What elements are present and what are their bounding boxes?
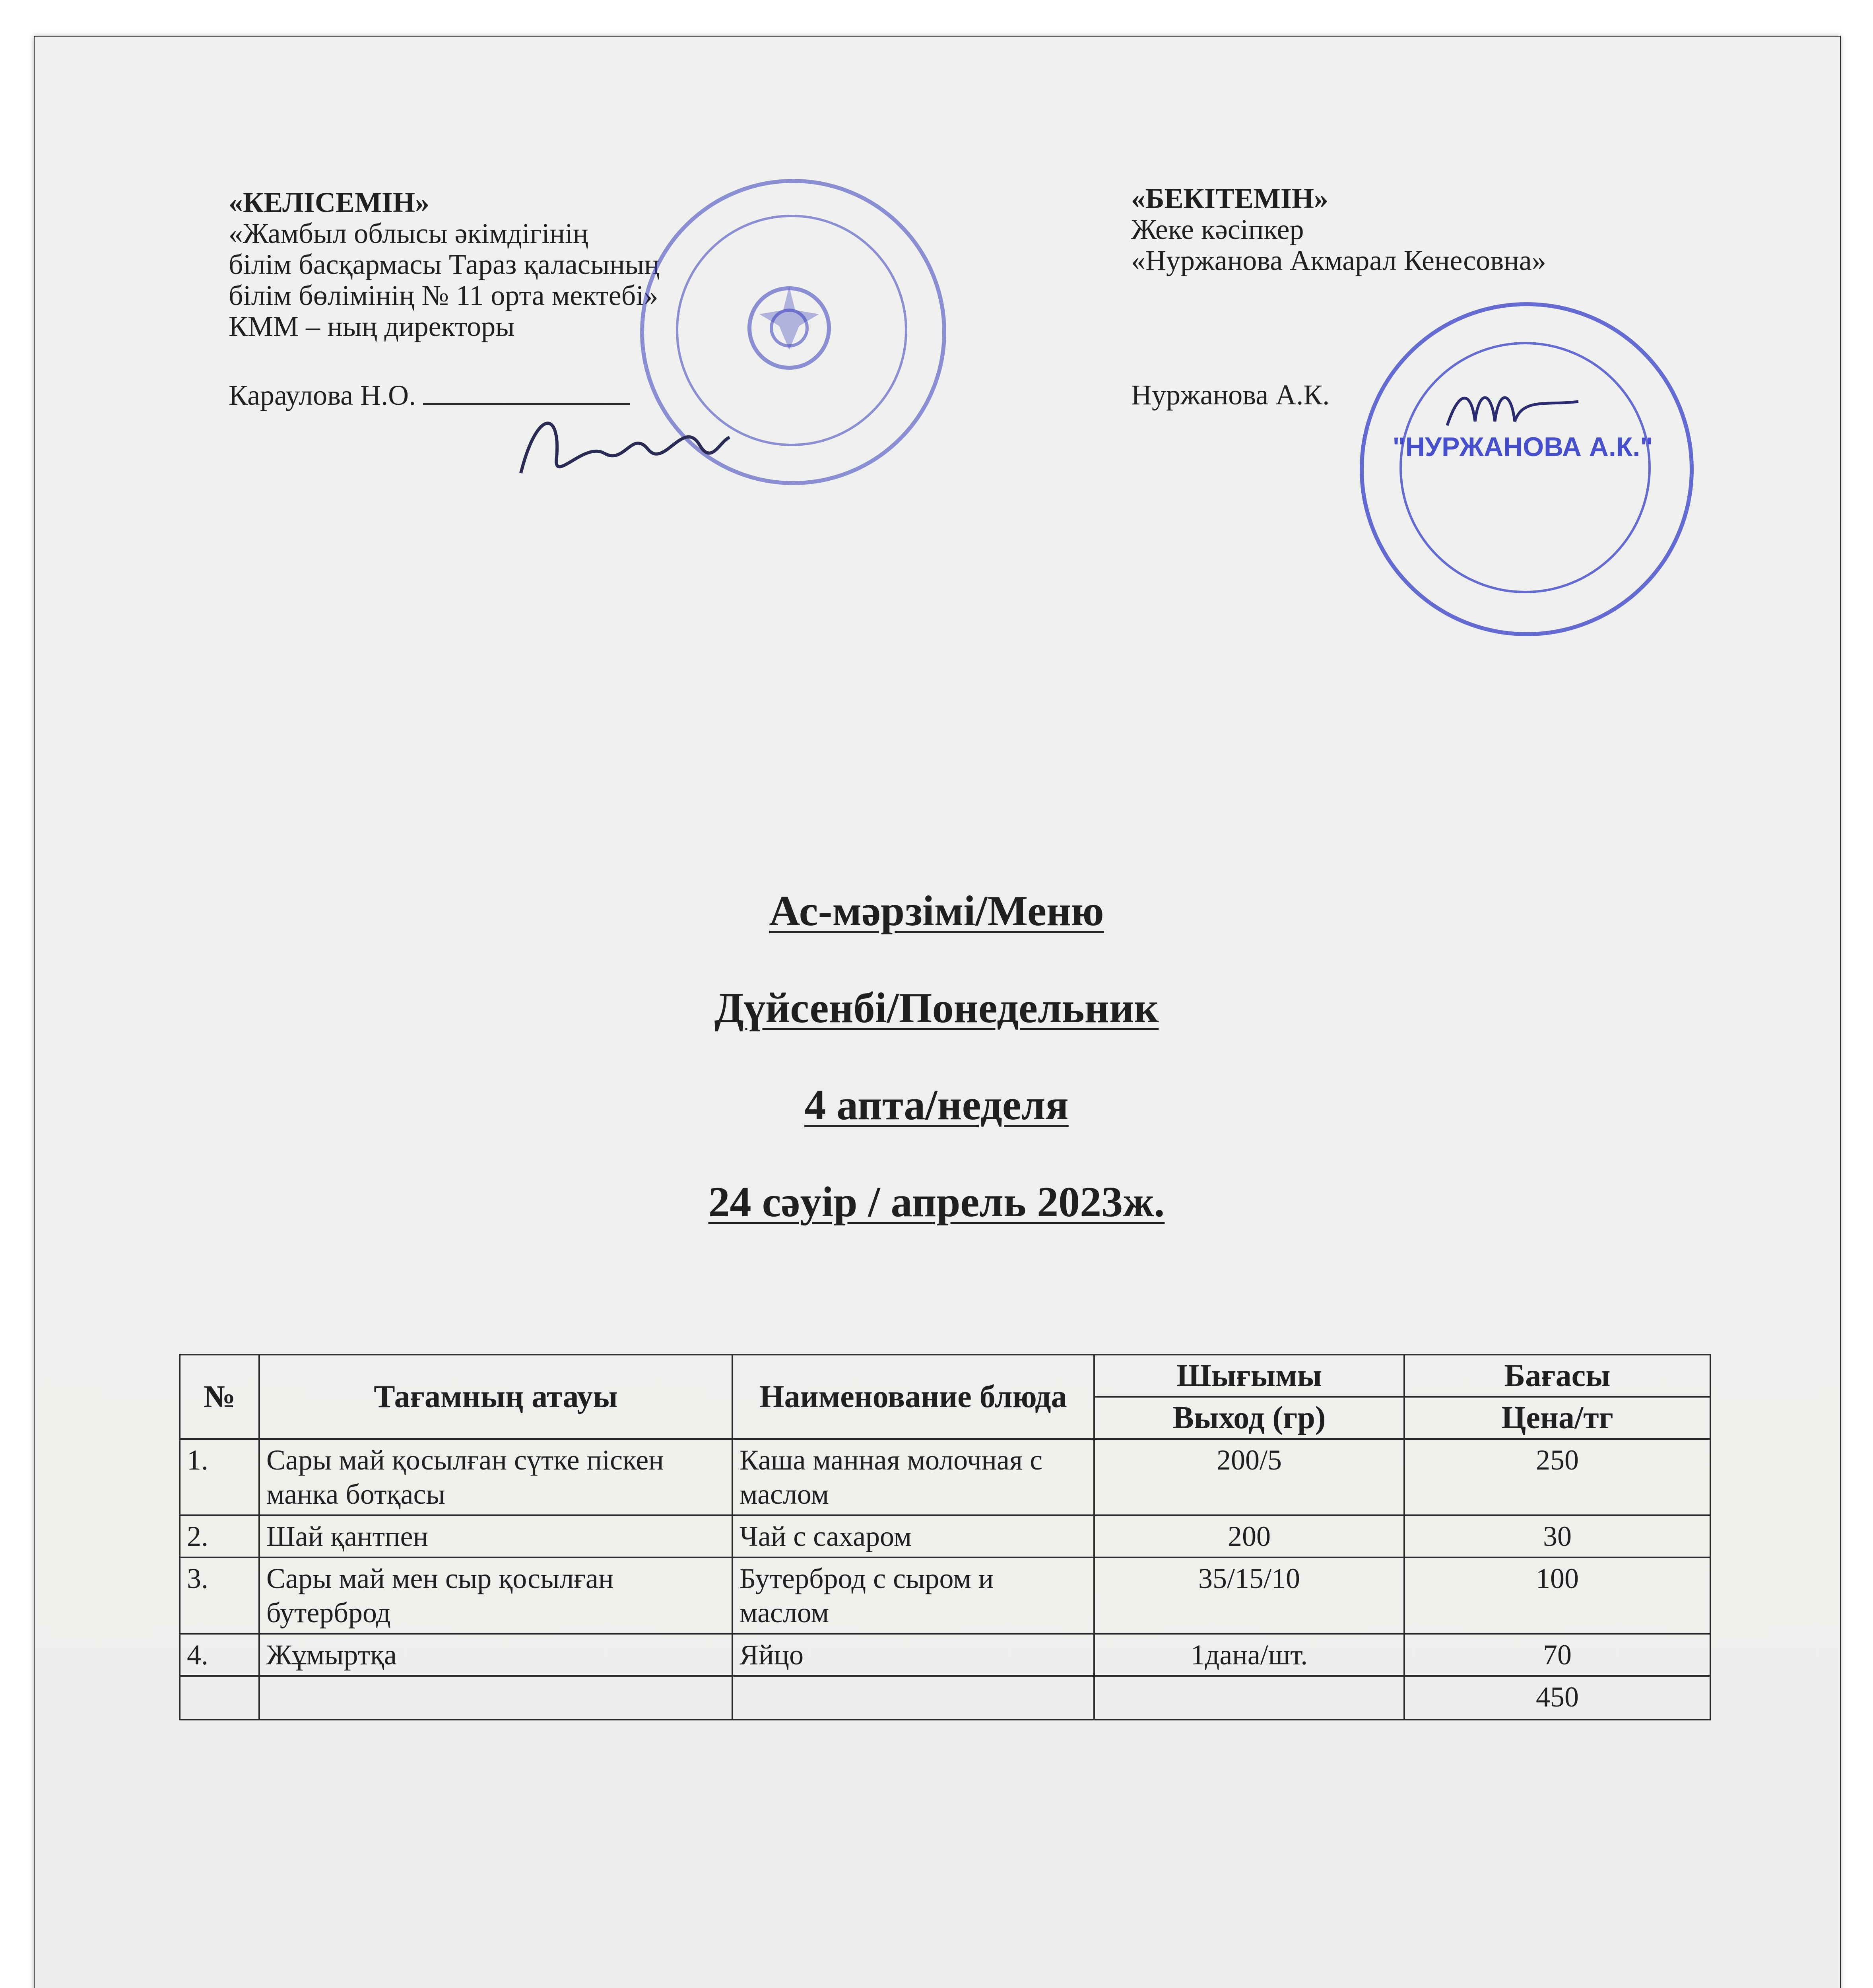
approval-line: КММ – ның директоры	[229, 311, 515, 342]
cell-output: 200/5	[1094, 1439, 1404, 1515]
cell-name-kz: Сары май мен сыр қосылған бутерброд	[259, 1557, 732, 1634]
approve-line: «Нуржанова Акмарал Кенесовна»	[1131, 245, 1546, 276]
cell-num: 4.	[180, 1634, 259, 1676]
cell-name-ru: Бутерброд с сыром и маслом	[732, 1557, 1094, 1634]
cell-total: 450	[1404, 1676, 1710, 1720]
week-title: 4 апта/неделя	[804, 1081, 1069, 1129]
table-row	[180, 1634, 1710, 1676]
emblem-icon	[739, 278, 839, 378]
table-total-row	[180, 1676, 1710, 1720]
header-output-ru: Выход (гр)	[1094, 1397, 1404, 1439]
stamp-center-text: "НУРЖАНОВА А.К."	[1392, 432, 1653, 462]
header-output-kz: Шығымы	[1094, 1355, 1404, 1397]
approve-signer: Нуржанова А.К.	[1131, 379, 1330, 411]
approval-line: «Жамбыл облысы әкімдігінің	[229, 217, 588, 249]
approval-line: білім басқармасы Тараз қаласының	[229, 248, 660, 280]
cell-num: 1.	[180, 1439, 259, 1515]
cell-output: 1дана/шт.	[1094, 1634, 1404, 1676]
table-row	[180, 1557, 1710, 1634]
cell-price: 250	[1404, 1439, 1710, 1515]
signature-scribble-right	[1443, 382, 1586, 441]
menu-titles	[0, 887, 1873, 1275]
day-title: Дүйсенбі/Понедельник	[714, 984, 1159, 1032]
header-price-ru: Цена/тг	[1404, 1397, 1710, 1439]
cell-name-kz: Сары май қосылған сүтке піскен манка ботқасы	[259, 1439, 732, 1515]
cell-name-ru: Яйцо	[732, 1634, 1094, 1676]
cell-name-kz: Жұмыртқа	[259, 1634, 732, 1676]
entrepreneur-stamp-inner-ring	[1399, 342, 1651, 593]
cell-empty	[259, 1676, 732, 1720]
signature-scribble	[513, 394, 736, 497]
table-header-row	[180, 1355, 1710, 1397]
cell-empty	[180, 1676, 259, 1720]
approve-heading: «БЕКІТЕМІН»	[1131, 182, 1328, 214]
cell-output: 35/15/10	[1094, 1557, 1404, 1634]
cell-name-kz: Шай қантпен	[259, 1515, 732, 1557]
header-name-kz: Тағамның атауы	[259, 1355, 732, 1439]
table-row	[180, 1439, 1710, 1515]
cell-price: 70	[1404, 1634, 1710, 1676]
header-price-kz: Бағасы	[1404, 1355, 1710, 1397]
cell-price: 100	[1404, 1557, 1710, 1634]
date-title: 24 сәуір / апрель 2023ж.	[708, 1178, 1165, 1226]
cell-name-ru: Каша манная молочная с маслом	[732, 1439, 1094, 1515]
cell-output: 200	[1094, 1515, 1404, 1557]
approval-line: білім бөлімінің № 11 орта мектебі»	[229, 280, 658, 311]
cell-name-ru: Чай с сахаром	[732, 1515, 1094, 1557]
menu-title: Ас-мәрзімі/Меню	[769, 887, 1104, 935]
approve-line: Жеке кәсіпкер	[1131, 214, 1304, 245]
approval-heading: «КЕЛІСЕМІН»	[229, 186, 429, 218]
cell-num: 3.	[180, 1557, 259, 1634]
cell-empty	[1094, 1676, 1404, 1720]
table-row	[180, 1515, 1710, 1557]
menu-table	[179, 1354, 1711, 1720]
approval-signer: Караулова Н.О.	[229, 379, 416, 411]
header-name-ru: Наименование блюда	[732, 1355, 1094, 1439]
cell-empty	[732, 1676, 1094, 1720]
header-num: №	[180, 1355, 259, 1439]
cell-num: 2.	[180, 1515, 259, 1557]
cell-price: 30	[1404, 1515, 1710, 1557]
